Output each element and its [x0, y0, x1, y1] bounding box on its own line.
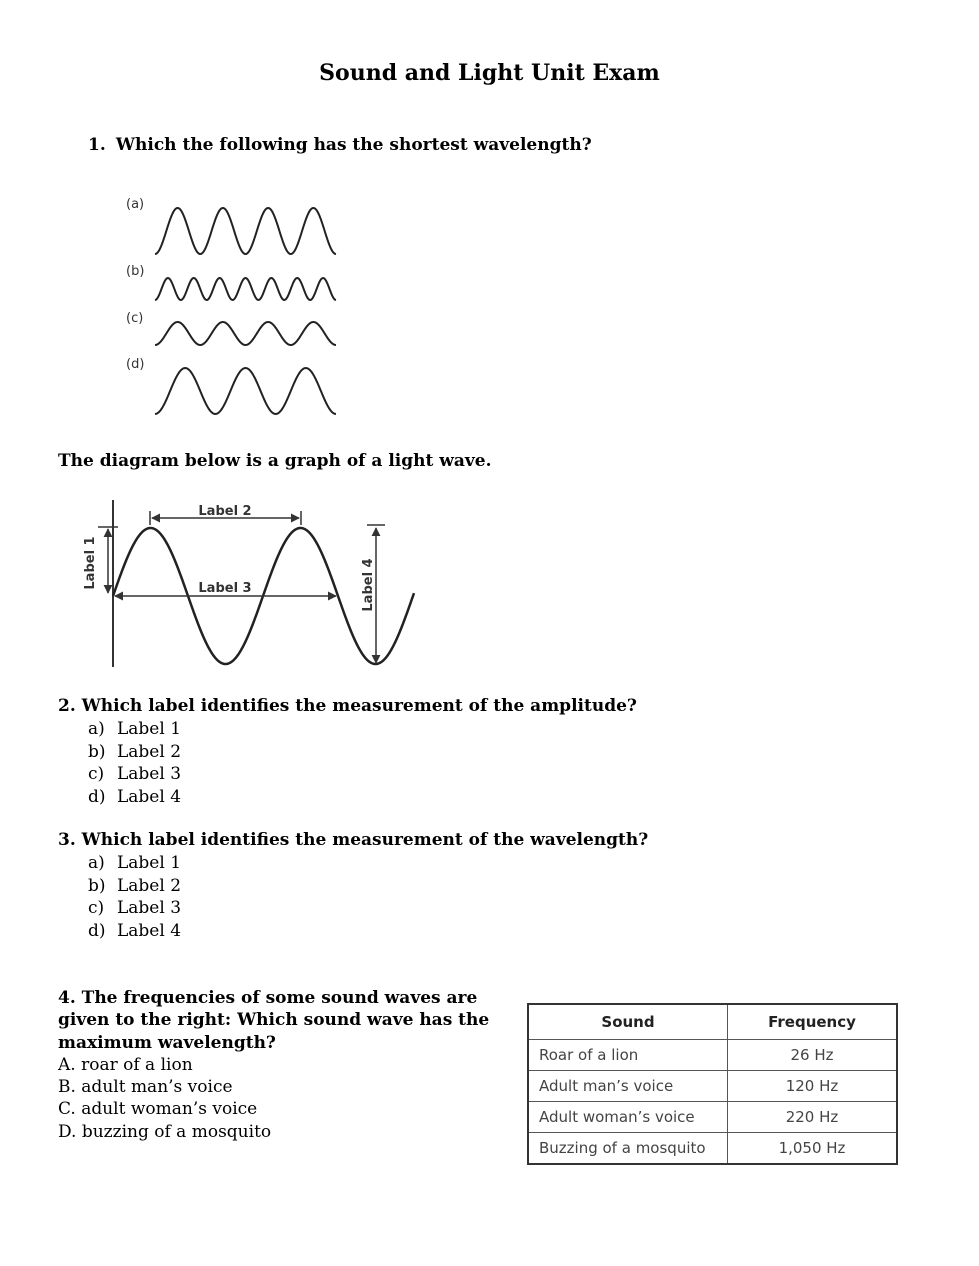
wave-a-label: (a): [126, 197, 145, 212]
question-3-option[interactable]: d) Label 4: [88, 920, 182, 941]
question-2-option[interactable]: b) Label 2: [88, 741, 182, 762]
light-wave-diagram: [70, 495, 430, 675]
wave-b-curve: [155, 278, 336, 300]
frequency-table: [527, 1003, 898, 1165]
label-1: Label 1: [83, 536, 98, 590]
wave-option-c: [126, 311, 336, 345]
question-4-option[interactable]: C. adult woman’s voice: [58, 1099, 258, 1120]
label-3: Label 3: [198, 581, 252, 596]
question-3-option[interactable]: a) Label 1: [88, 853, 182, 873]
label-4: Label 4: [361, 558, 376, 612]
wave-a-curve: [155, 208, 336, 254]
wave-options-figure: [120, 190, 350, 420]
frequency-cell: 26 Hz: [728, 1040, 898, 1071]
question-4-option[interactable]: B. adult man’s voice: [58, 1077, 233, 1098]
question-4-text: 4. The frequencies of some sound waves are given to the right: Which sound wave has the maximum wavelength?: [58, 988, 490, 1053]
question-2-option[interactable]: d) Label 4: [88, 786, 182, 807]
wave-option-a: [126, 197, 336, 254]
wave-b-label: (b): [126, 264, 145, 279]
wave-option-d: [126, 357, 336, 414]
frequency-cell: 120 Hz: [728, 1071, 898, 1102]
column-header-sound: Sound: [528, 1004, 728, 1040]
table-row: [528, 1040, 897, 1071]
frequency-cell: 1,050 Hz: [728, 1133, 898, 1165]
diagram-intro: The diagram below is a graph of a light wave.: [58, 451, 492, 471]
wave-c-curve: [155, 322, 336, 345]
sound-cell: Adult man’s voice: [528, 1071, 728, 1102]
table-row: [528, 1133, 897, 1165]
frequency-cell: 220 Hz: [728, 1102, 898, 1133]
sound-cell: Buzzing of a mosquito: [528, 1133, 728, 1165]
sound-cell: Adult woman’s voice: [528, 1102, 728, 1133]
question-3-option[interactable]: b) Label 2: [88, 875, 182, 896]
table-row: [528, 1102, 897, 1133]
question-4-options: [58, 1054, 508, 1143]
question-2-option[interactable]: a) Label 1: [88, 719, 182, 739]
question-3-options: [58, 852, 648, 942]
question-1-text: Which the following has the shortest wavelength?: [115, 135, 592, 155]
table-row: [528, 1071, 897, 1102]
question-2-options: [58, 718, 637, 808]
page-title: Sound and Light Unit Exam: [319, 60, 660, 86]
question-3: [58, 830, 648, 942]
question-2: [58, 696, 637, 808]
question-4: [58, 987, 508, 1143]
question-4-option[interactable]: A. roar of a lion: [58, 1054, 193, 1075]
question-2-text: 2. Which label identifies the measurement of the amplitude?: [58, 696, 637, 716]
table-header-row: [528, 1004, 897, 1040]
question-1: [88, 135, 592, 155]
question-1-number: 1.: [88, 135, 106, 155]
question-3-option[interactable]: c) Label 3: [88, 898, 182, 918]
question-4-option[interactable]: D. buzzing of a mosquito: [58, 1121, 272, 1142]
sound-cell: Roar of a lion: [528, 1040, 728, 1071]
label-2: Label 2: [198, 504, 252, 519]
wave-option-b: [126, 264, 336, 300]
question-3-text: 3. Which label identifies the measurement of the wavelength?: [58, 830, 649, 850]
wave-d-curve: [155, 368, 336, 414]
wave-d-label: (d): [126, 357, 145, 372]
wave-c-label: (c): [126, 311, 144, 326]
column-header-frequency: Frequency: [728, 1004, 898, 1040]
question-2-option[interactable]: c) Label 3: [88, 764, 182, 784]
